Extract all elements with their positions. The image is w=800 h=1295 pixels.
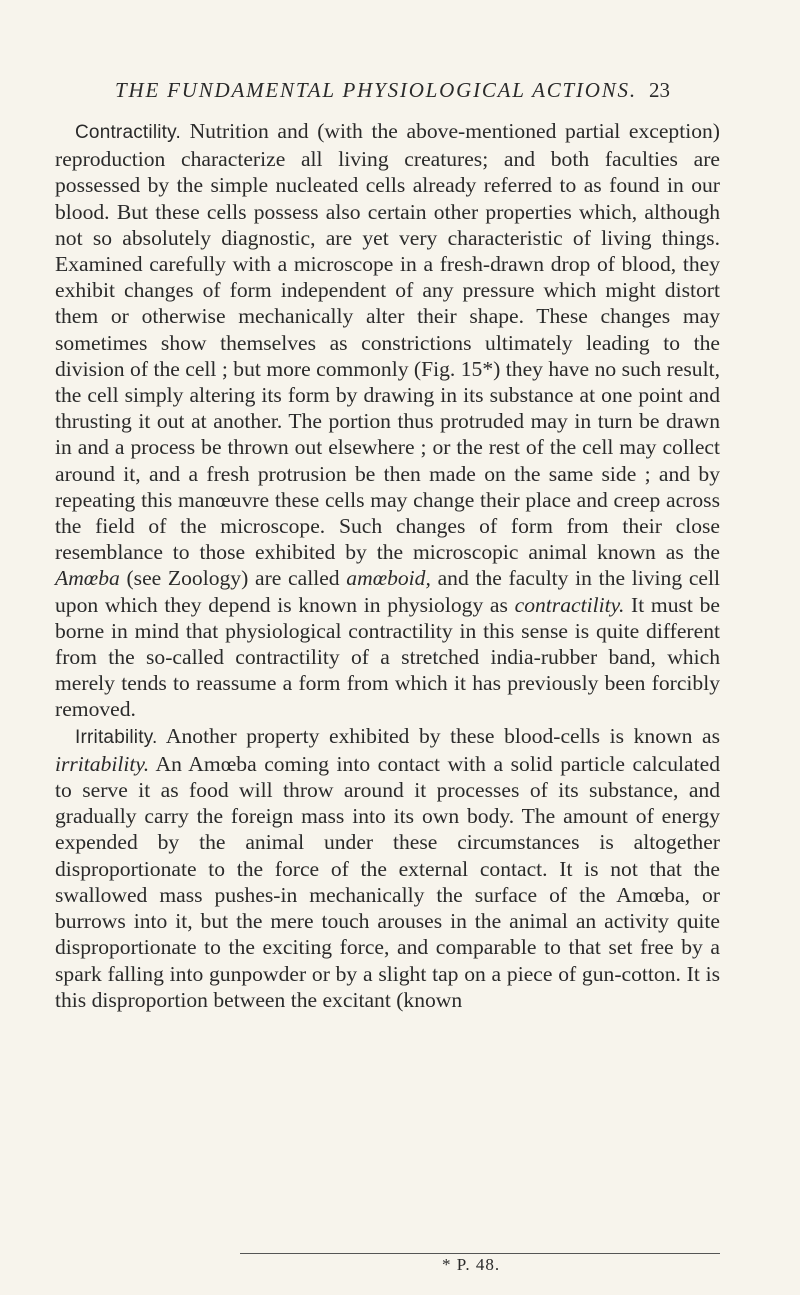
text-run: Nutrition and (with the above-mentioned partial exception) reproduction characterize all living creatures; and both faculties are possessed by the simple nucleated cells already referred to as found in our blood. But these cells possess also certain other properties which, although not so absolutely diagnostic, are yet very characteristic of living things. Examined carefully with a microscope in a fresh-drawn drop of blood, they exhibit changes of form independent of any pressure which might distort them or otherwise mechanically alter their shape. These changes may sometimes show themselves as constrictions ultimately leading to the division of the cell ; but more commonly (Fig. 15*) they have no such result, the cell simply altering its form by drawing in its substance at one point and thrusting it out at another. The portion thus protruded may in turn be drawn in and a process be thrown out elsewhere ; or the rest of the cell may collect around it, and a fresh protrusion be then made on the same side ; and by repeating this manœuvre these cells may change their place and creep across the field of the microscope. Such changes of form from their close resemblance to those exhibited by the microscopic animal known as the bbox=[55, 119, 720, 565]
italic-term-amoeba: Amœba bbox=[55, 566, 120, 591]
paragraph-contractility bbox=[55, 118, 720, 723]
text-run: Another property exhibited by these blood-cells is known as bbox=[157, 723, 720, 748]
section-heading-irritability: Irritability. bbox=[75, 726, 158, 748]
running-title: THE FUNDAMENTAL PHYSIOLOGICAL ACTIONS. bbox=[115, 78, 637, 102]
section-heading-contractility: Contractility. bbox=[75, 122, 181, 143]
italic-term-amoeboid: amœboid, bbox=[346, 566, 431, 591]
body-text bbox=[55, 118, 720, 1013]
paragraph-irritability bbox=[55, 723, 720, 1013]
text-run: It must be borne in mind that physiological contractility in this sense is quite different from the so-called contractility of a stretched india-rubber band, which merely tends to reassume a form from which it has previously been forcibly removed. bbox=[55, 592, 720, 722]
running-head bbox=[115, 78, 670, 108]
footnote: * P. 48. bbox=[442, 1255, 501, 1274]
italic-term-contractility: contractility. bbox=[514, 592, 625, 617]
italic-term-irritability: irritability. bbox=[55, 751, 150, 776]
page-number: 23 bbox=[649, 78, 670, 102]
text-run: (see Zoology) are called bbox=[119, 566, 347, 591]
text-run: An Amœba coming into contact with a solid particle calculated to serve it as food will throw around it processes of its substance, and gradually carry the foreign mass into its own body. The amount of energy expended by the animal under these circumstances is altogether disproportionate to the force of the external contact. It is not that the swallowed mass pushes-in mechanically the surface of the Amœba, or burrows into it, but the mere touch arouses in the animal an activity quite disproportionate to the exciting force, and comparable to that set free by a spark falling into gunpowder or by a slight tap on a piece of gun-cotton. It is this disproportion between the excitant (known bbox=[55, 751, 720, 1012]
text-run: and the faculty in the living cell upon which they depend is known in physiology as bbox=[55, 566, 720, 617]
